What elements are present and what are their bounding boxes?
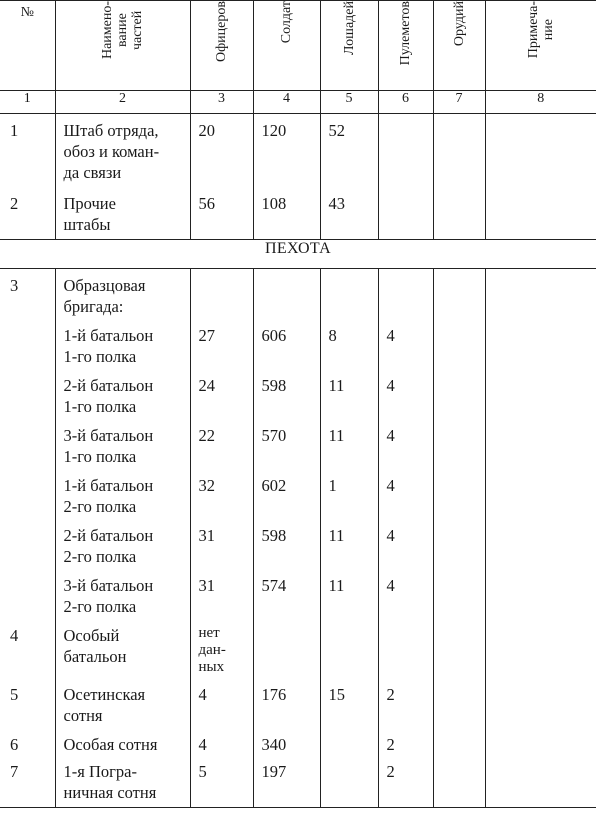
cell-machine-guns <box>378 114 433 188</box>
column-number: 1 <box>0 91 55 114</box>
cell-officers-text: 4 <box>198 735 207 754</box>
section-infantry <box>0 240 596 269</box>
column-number: 4 <box>253 91 320 114</box>
cell-officers <box>190 371 253 421</box>
cell-unit-name-text: Образцовая бригада: <box>63 276 146 316</box>
cell-number-text: 5 <box>10 685 19 704</box>
cell-notes <box>485 114 596 188</box>
cell-soldiers <box>253 730 320 759</box>
cell-number-text <box>0 421 55 429</box>
cell-guns <box>433 521 485 571</box>
table-row <box>0 521 596 571</box>
cell-notes-text <box>486 371 596 379</box>
cell-officers-text: 56 <box>198 194 215 213</box>
cell-unit-name <box>55 521 190 571</box>
cell-horses-text: 1 <box>328 476 337 495</box>
cell-soldiers <box>253 421 320 471</box>
cell-guns-text <box>434 521 485 529</box>
cell-number-text: 4 <box>10 626 19 645</box>
cell-notes <box>485 621 596 680</box>
cell-unit-name <box>55 471 190 521</box>
cell-notes <box>485 521 596 571</box>
cell-number <box>0 621 55 680</box>
cell-horses <box>320 421 378 471</box>
cell-machine-guns-text: 4 <box>386 526 395 545</box>
cell-machine-guns <box>378 730 433 759</box>
cell-unit-name-text: 2-й батальон 2-го полка <box>63 526 154 566</box>
cell-notes <box>485 730 596 759</box>
cell-guns-text <box>434 730 485 738</box>
cell-machine-guns-text <box>379 621 433 629</box>
cell-notes-text <box>486 114 596 124</box>
cell-guns-text <box>434 114 485 124</box>
header-guns: Орудий <box>433 1 485 91</box>
cell-guns <box>433 114 485 188</box>
cell-guns <box>433 321 485 371</box>
cell-soldiers-text: 197 <box>261 762 287 781</box>
cell-number <box>0 114 55 188</box>
cell-soldiers <box>253 521 320 571</box>
cell-officers-text: 31 <box>198 576 215 595</box>
cell-machine-guns-text <box>379 269 433 279</box>
table-row <box>0 371 596 421</box>
cell-number-text: 1 <box>10 121 19 140</box>
header-horses: Лошадей <box>320 1 378 91</box>
cell-notes <box>485 371 596 421</box>
cell-horses <box>320 187 378 240</box>
cell-unit-name <box>55 680 190 730</box>
cell-horses-text <box>321 759 378 765</box>
cell-machine-guns <box>378 521 433 571</box>
cell-soldiers <box>253 621 320 680</box>
cell-machine-guns-text: 2 <box>386 685 395 704</box>
cell-number-text <box>0 321 55 329</box>
cell-machine-guns-text: 4 <box>386 576 395 595</box>
cell-soldiers <box>253 321 320 371</box>
cell-horses <box>320 471 378 521</box>
cell-number <box>0 759 55 808</box>
cell-machine-guns <box>378 759 433 808</box>
cell-soldiers-text <box>254 621 320 629</box>
cell-machine-guns <box>378 269 433 322</box>
cell-notes-text <box>486 571 596 579</box>
cell-horses-text: 11 <box>328 376 345 395</box>
cell-number <box>0 521 55 571</box>
cell-number <box>0 571 55 621</box>
table-row <box>0 571 596 621</box>
cell-horses-text: 15 <box>328 685 345 704</box>
cell-officers <box>190 759 253 808</box>
cell-unit-name-text: Осетинская сотня <box>63 685 146 725</box>
cell-notes <box>485 321 596 371</box>
cell-number <box>0 187 55 240</box>
cell-guns-text <box>434 571 485 579</box>
cell-guns <box>433 187 485 240</box>
cell-notes <box>485 471 596 521</box>
header-soldiers: Солдат <box>253 1 320 91</box>
table-row <box>0 321 596 371</box>
column-number: 8 <box>485 91 596 114</box>
cell-soldiers-text <box>254 269 320 279</box>
cell-officers-text: 5 <box>198 762 207 781</box>
column-number: 7 <box>433 91 485 114</box>
cell-number-text <box>0 521 55 529</box>
cell-guns <box>433 621 485 680</box>
cell-soldiers <box>253 371 320 421</box>
cell-number <box>0 730 55 759</box>
cell-machine-guns-text: 4 <box>386 376 395 395</box>
cell-horses <box>320 521 378 571</box>
cell-notes-text <box>486 471 596 479</box>
cell-machine-guns <box>378 321 433 371</box>
cell-unit-name-text: 3-й батальон 2-го полка <box>63 576 154 616</box>
table-row <box>0 421 596 471</box>
cell-officers <box>190 730 253 759</box>
cell-unit-name-text: Особая сотня <box>63 735 158 754</box>
cell-notes <box>485 571 596 621</box>
cell-horses <box>320 269 378 322</box>
cell-guns-text <box>434 321 485 329</box>
cell-unit-name <box>55 621 190 680</box>
cell-horses-text <box>321 730 378 738</box>
cell-unit-name-text: Прочие штабы <box>63 194 116 234</box>
cell-unit-name <box>55 269 190 322</box>
cell-notes-text <box>486 187 596 197</box>
cell-guns <box>433 421 485 471</box>
cell-unit-name-text: 1-я Погра- ничная сотня <box>63 762 157 802</box>
cell-notes-text <box>486 759 596 765</box>
cell-machine-guns-text: 4 <box>386 326 395 345</box>
cell-machine-guns <box>378 471 433 521</box>
cell-officers <box>190 421 253 471</box>
header-row <box>0 1 596 91</box>
cell-horses <box>320 371 378 421</box>
cell-horses-text: 8 <box>328 326 337 345</box>
cell-unit-name-text: 1-й батальон 2-го полка <box>63 476 154 516</box>
cell-soldiers-text: 120 <box>261 121 287 140</box>
table-row <box>0 114 596 188</box>
cell-notes <box>485 421 596 471</box>
cell-soldiers <box>253 680 320 730</box>
header-machine-guns: Пулеметов <box>378 1 433 91</box>
cell-horses <box>320 680 378 730</box>
cell-machine-guns-text <box>379 114 433 124</box>
cell-officers-text: 20 <box>198 121 215 140</box>
table-row <box>0 471 596 521</box>
table-body-infantry <box>0 269 596 808</box>
cell-notes-text <box>486 730 596 738</box>
cell-officers-text: 24 <box>198 376 215 395</box>
cell-horses <box>320 759 378 808</box>
cell-officers <box>190 471 253 521</box>
cell-notes <box>485 269 596 322</box>
cell-notes <box>485 759 596 808</box>
cell-officers <box>190 571 253 621</box>
cell-soldiers-text: 340 <box>261 735 287 754</box>
cell-notes-text <box>486 680 596 688</box>
cell-guns-text <box>434 371 485 379</box>
header-unit-name: Наимено- вание частей <box>55 1 190 91</box>
table-row <box>0 187 596 240</box>
cell-number <box>0 471 55 521</box>
cell-guns <box>433 571 485 621</box>
cell-soldiers-text: 602 <box>261 476 287 495</box>
cell-officers <box>190 114 253 188</box>
cell-guns <box>433 371 485 421</box>
cell-soldiers-text: 598 <box>261 526 287 545</box>
table-row <box>0 680 596 730</box>
cell-machine-guns-text: 4 <box>386 426 395 445</box>
cell-horses-text: 11 <box>328 576 345 595</box>
cell-officers <box>190 269 253 322</box>
cell-horses-text: 11 <box>328 526 345 545</box>
cell-notes-text <box>486 321 596 329</box>
cell-soldiers-text: 570 <box>261 426 287 445</box>
cell-officers-text: 31 <box>198 526 215 545</box>
cell-machine-guns-text: 2 <box>386 762 395 781</box>
cell-unit-name <box>55 114 190 188</box>
cell-unit-name-text: 1-й батальон 1-го полка <box>63 326 154 366</box>
cell-officers-text <box>191 269 253 279</box>
cell-officers <box>190 521 253 571</box>
cell-soldiers-text: 574 <box>261 576 287 595</box>
table-row <box>0 621 596 680</box>
cell-number-text <box>0 471 55 479</box>
header-number: № <box>0 1 55 91</box>
cell-machine-guns-text: 4 <box>386 476 395 495</box>
cell-soldiers <box>253 269 320 322</box>
cell-guns-text <box>434 680 485 688</box>
cell-officers-text: 27 <box>198 326 215 345</box>
cell-guns <box>433 269 485 322</box>
cell-notes <box>485 680 596 730</box>
cell-unit-name <box>55 730 190 759</box>
cell-unit-name <box>55 187 190 240</box>
column-number-row <box>0 91 596 114</box>
cell-unit-name-text: 2-й батальон 1-го полка <box>63 376 154 416</box>
column-number: 5 <box>320 91 378 114</box>
cell-horses-text <box>321 269 378 279</box>
cell-officers <box>190 621 253 680</box>
cell-notes-text <box>486 269 596 279</box>
cell-unit-name <box>55 571 190 621</box>
cell-horses-text: 11 <box>328 426 345 445</box>
cell-number <box>0 371 55 421</box>
cell-machine-guns-text <box>379 187 433 197</box>
cell-notes-text <box>486 521 596 529</box>
cell-officers-text: 22 <box>198 426 215 445</box>
cell-soldiers-text: 108 <box>261 194 287 213</box>
cell-unit-name <box>55 759 190 808</box>
cell-notes <box>485 187 596 240</box>
column-number: 6 <box>378 91 433 114</box>
cell-machine-guns <box>378 421 433 471</box>
cell-soldiers <box>253 759 320 808</box>
cell-number-text <box>0 371 55 379</box>
cell-officers <box>190 187 253 240</box>
cell-officers-text: нет дан- ных <box>198 625 226 675</box>
cell-horses <box>320 321 378 371</box>
cell-number <box>0 421 55 471</box>
cell-notes-text <box>486 421 596 429</box>
cell-horses-text <box>321 621 378 629</box>
cell-number-text: 3 <box>10 276 19 295</box>
cell-guns-text <box>434 187 485 197</box>
header-notes: Примеча- ние <box>485 1 596 91</box>
cell-soldiers <box>253 114 320 188</box>
cell-horses <box>320 114 378 188</box>
cell-number <box>0 321 55 371</box>
cell-horses-text: 43 <box>328 194 345 213</box>
cell-guns-text <box>434 269 485 279</box>
cell-soldiers <box>253 471 320 521</box>
cell-machine-guns <box>378 187 433 240</box>
cell-horses <box>320 571 378 621</box>
header-officers: Офицеров <box>190 1 253 91</box>
cell-guns <box>433 471 485 521</box>
cell-unit-name-text: Особый батальон <box>63 626 127 666</box>
cell-guns-text <box>434 471 485 479</box>
cell-officers <box>190 680 253 730</box>
table-row <box>0 759 596 808</box>
cell-machine-guns <box>378 621 433 680</box>
cell-horses-text: 52 <box>328 121 345 140</box>
cell-soldiers <box>253 571 320 621</box>
cell-machine-guns <box>378 371 433 421</box>
cell-soldiers <box>253 187 320 240</box>
cell-machine-guns <box>378 571 433 621</box>
cell-guns-text <box>434 759 485 765</box>
section-title: ПЕХОТА <box>0 240 596 269</box>
cell-horses <box>320 730 378 759</box>
cell-guns <box>433 730 485 759</box>
cell-officers-text: 4 <box>198 685 207 704</box>
cell-guns <box>433 759 485 808</box>
table-body-staff <box>0 114 596 240</box>
cell-unit-name-text: Штаб отряда, обоз и коман- да связи <box>63 121 160 182</box>
cell-unit-name <box>55 421 190 471</box>
cell-officers <box>190 321 253 371</box>
cell-guns-text <box>434 621 485 629</box>
cell-soldiers-text: 606 <box>261 326 287 345</box>
column-number: 3 <box>190 91 253 114</box>
cell-number <box>0 269 55 322</box>
table-row <box>0 269 596 322</box>
table-row <box>0 730 596 759</box>
cell-unit-name-text: 3-й батальон 1-го полка <box>63 426 154 466</box>
cell-guns-text <box>434 421 485 429</box>
cell-number <box>0 680 55 730</box>
cell-unit-name <box>55 371 190 421</box>
cell-soldiers-text: 598 <box>261 376 287 395</box>
cell-number-text <box>0 571 55 579</box>
cell-machine-guns-text: 2 <box>386 735 395 754</box>
cell-machine-guns <box>378 680 433 730</box>
cell-officers-text: 32 <box>198 476 215 495</box>
cell-soldiers-text: 176 <box>261 685 287 704</box>
cell-horses <box>320 621 378 680</box>
cell-unit-name <box>55 321 190 371</box>
column-number: 2 <box>55 91 190 114</box>
cell-notes-text <box>486 621 596 629</box>
cell-number-text: 6 <box>10 735 19 754</box>
cell-number-text: 2 <box>10 194 19 213</box>
cell-guns <box>433 680 485 730</box>
cell-number-text: 7 <box>10 762 19 781</box>
section-row <box>0 240 596 269</box>
